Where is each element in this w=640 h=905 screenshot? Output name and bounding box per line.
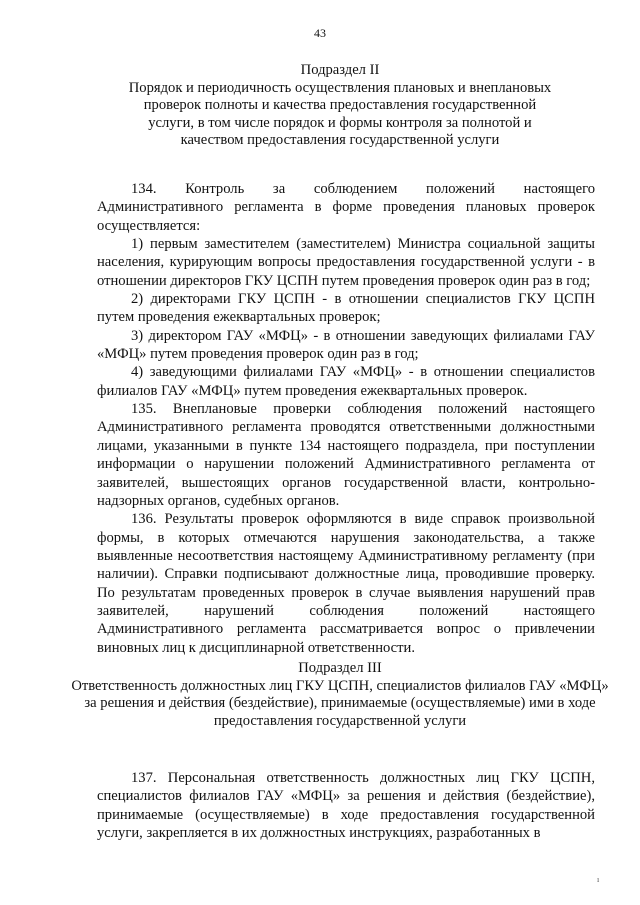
paragraph-136: 136. Результаты проверок оформляются в виде справок произвольной формы, в которых отмечаются нарушения законодательства, а также выявленные несоответствия настоящему Административному регламенту (при наличии). Справки подписывают должностные лица, проводившие проверку. По результатам проведенных проверок в случае выявления нарушений прав заявителей, нарушений соблюдения положений настоящего Административного регламента рассматривается вопрос о привлечении виновных лиц к дисциплинарной ответственности. <box>97 511 595 656</box>
margin-mark: ı <box>597 875 600 884</box>
subsection-3-title: Ответственность должностных лиц ГКУ ЦСПН, специалистов филиалов ГАУ «МФЦ» за решения и действия (бездействие), принимаемые (осуществляемые) ими в ходе предоставления государственной услуги <box>71 677 609 729</box>
body-section-3 <box>97 769 595 842</box>
subsection-2-title: Порядок и периодичность осуществления плановых и внеплановых проверок полноты и качества предоставления государственной услуги, в том числе порядок и формы контроля за полнотой и качеством предоставления государственной услуги <box>128 79 552 149</box>
subsection-2-heading <box>120 62 560 150</box>
subsection-3-label: Подраздел III <box>298 660 382 676</box>
paragraph-134-item-2: 2) директорами ГКУ ЦСПН - в отношении специалистов ГКУ ЦСПН путем проведения ежеквартальных проверок; <box>97 291 595 326</box>
subsection-3-heading <box>70 660 610 730</box>
paragraph-134-item-4: 4) заведующими филиалами ГАУ «МФЦ» - в отношении специалистов филиалов ГАУ «МФЦ» путем проведения ежеквартальных проверок. <box>97 364 595 399</box>
body-section-2 <box>97 180 595 657</box>
paragraph-134-item-1: 1) первым заместителем (заместителем) Министра социальной защиты населения, курирующим вопросы предоставления государственной услуги - в отношении директоров ГКУ ЦСПН путем проведения проверок один раз в год; <box>97 236 595 289</box>
page-number: 43 <box>314 26 326 40</box>
paragraph-135: 135. Внеплановые проверки соблюдения положений настоящего Административного регламента проводятся ответственными должностными лицами, указанными в пункте 134 настоящего подраздела, при поступлении информации о нарушении положений Административного регламента от заявителей, вышестоящих органов государственной власти, контрольно-надзорных органов, судебных органов. <box>97 401 595 509</box>
paragraph-137: 137. Персональная ответственность должностных лиц ГКУ ЦСПН, специалистов филиалов ГАУ «МФЦ» за решения и действия (бездействие), принимаемые (осуществляемые) в ходе предоставления государственной услуги, закрепляется в их должностных инструкциях, разработанных в <box>97 770 595 842</box>
subsection-2-label: Подраздел II <box>300 62 380 78</box>
paragraph-134-item-3: 3) директором ГАУ «МФЦ» - в отношении заведующих филиалами ГАУ «МФЦ» путем проведения проверок один раз в год; <box>97 327 595 363</box>
paragraph-134: 134. Контроль за соблюдением положений настоящего Административного регламента в форме проведения плановых проверок осуществляется: <box>97 181 595 234</box>
